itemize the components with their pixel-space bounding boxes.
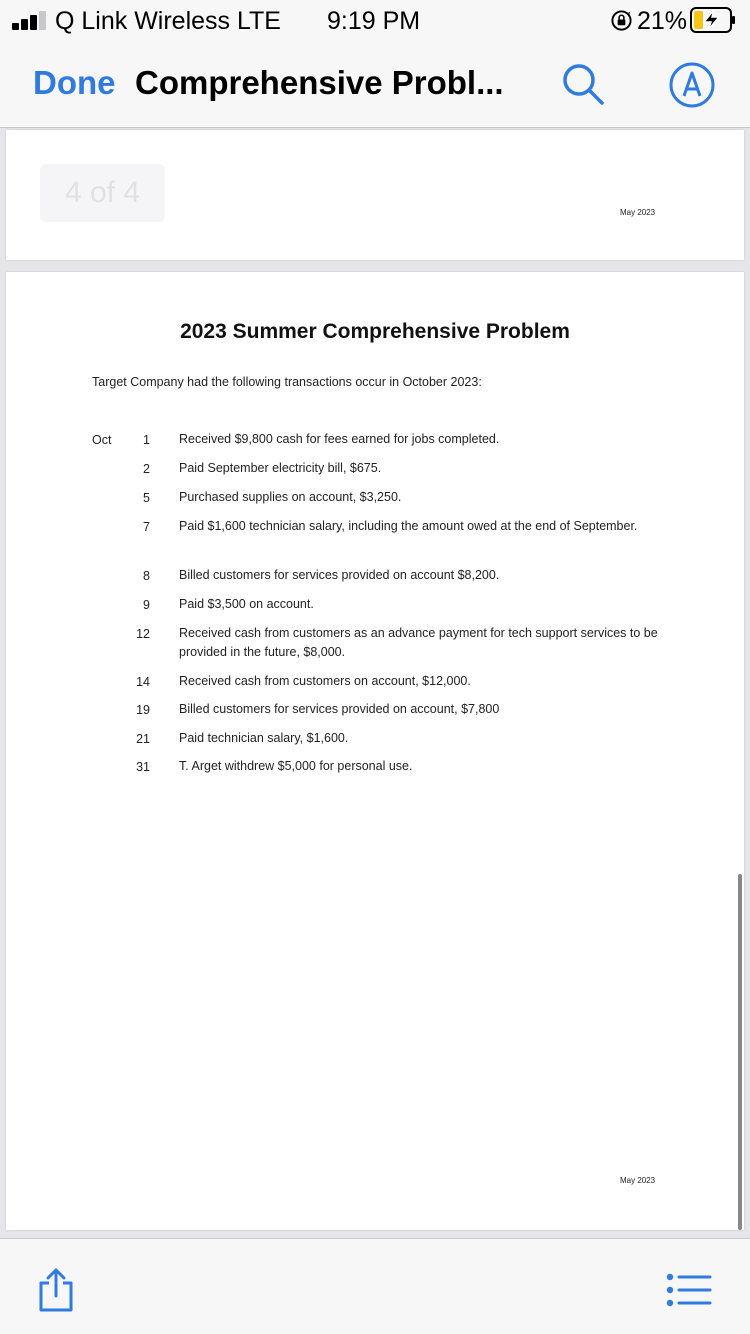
- transaction-day: 2: [143, 462, 150, 476]
- transaction-day: 9: [143, 598, 150, 612]
- battery-charging-icon: [690, 7, 736, 33]
- document-page: [6, 272, 744, 1230]
- bottom-toolbar: [0, 1238, 750, 1334]
- transaction-description: Received cash from customers on account, $12,000.: [179, 674, 471, 688]
- transaction-description: Paid September electricity bill, $675.: [179, 461, 382, 475]
- transaction-day: 5: [143, 491, 150, 505]
- transaction-day: 14: [136, 675, 150, 689]
- list-icon[interactable]: [666, 1273, 712, 1307]
- done-button[interactable]: Done: [33, 64, 116, 101]
- transaction-day: 7: [143, 520, 150, 534]
- transaction-description: Paid $3,500 on account.: [179, 597, 314, 611]
- transaction-day: 1: [143, 433, 150, 447]
- document-intro: Target Company had the following transactions occur in October 2023:: [92, 375, 482, 389]
- vertical-scrollbar[interactable]: [738, 874, 742, 1230]
- transaction-day: 31: [136, 760, 150, 774]
- document-title: Comprehensive Probl...: [135, 64, 504, 101]
- transaction-description: T. Arget withdrew $5,000 for personal use.: [179, 759, 413, 773]
- transaction-day: 12: [136, 627, 150, 641]
- transaction-description: Received $9,800 cash for fees earned for jobs completed.: [179, 432, 500, 446]
- orientation-lock-icon: [610, 9, 633, 32]
- transaction-description: Paid technician salary, $1,600.: [179, 731, 349, 745]
- transaction-description: Paid $1,600 technician salary, including the amount owed at the end of September.: [179, 519, 638, 533]
- page-indicator: 4 of 4: [40, 164, 165, 222]
- nav-bar: [0, 44, 750, 128]
- markup-icon[interactable]: [668, 61, 716, 109]
- transaction-description: Billed customers for services provided on account $8,200.: [179, 568, 500, 582]
- status-bar: [0, 0, 750, 44]
- page-footer-date: May 2023: [620, 1176, 656, 1185]
- search-icon[interactable]: [560, 61, 606, 107]
- transaction-description: Received cash from customers as an advance payment for tech support services to be provided in the future, $8,000.: [179, 626, 658, 659]
- transaction-month: Oct: [92, 433, 112, 447]
- document-page-previous: [6, 130, 744, 260]
- transaction-day: 19: [136, 703, 150, 717]
- transaction-day: 8: [143, 569, 150, 583]
- transaction-description: Billed customers for services provided on account, $7,800: [179, 702, 500, 716]
- status-time: 9:19 PM: [327, 7, 421, 35]
- transaction-description: Purchased supplies on account, $3,250.: [179, 490, 402, 504]
- share-icon[interactable]: [36, 1267, 76, 1313]
- battery-percent: 21%: [637, 7, 688, 35]
- document-heading: 2023 Summer Comprehensive Problem: [180, 320, 570, 343]
- transaction-day: 21: [136, 732, 150, 746]
- signal-icon: [12, 10, 52, 30]
- carrier-label: Q Link Wireless LTE: [55, 7, 281, 35]
- page-footer-date: May 2023: [620, 208, 656, 217]
